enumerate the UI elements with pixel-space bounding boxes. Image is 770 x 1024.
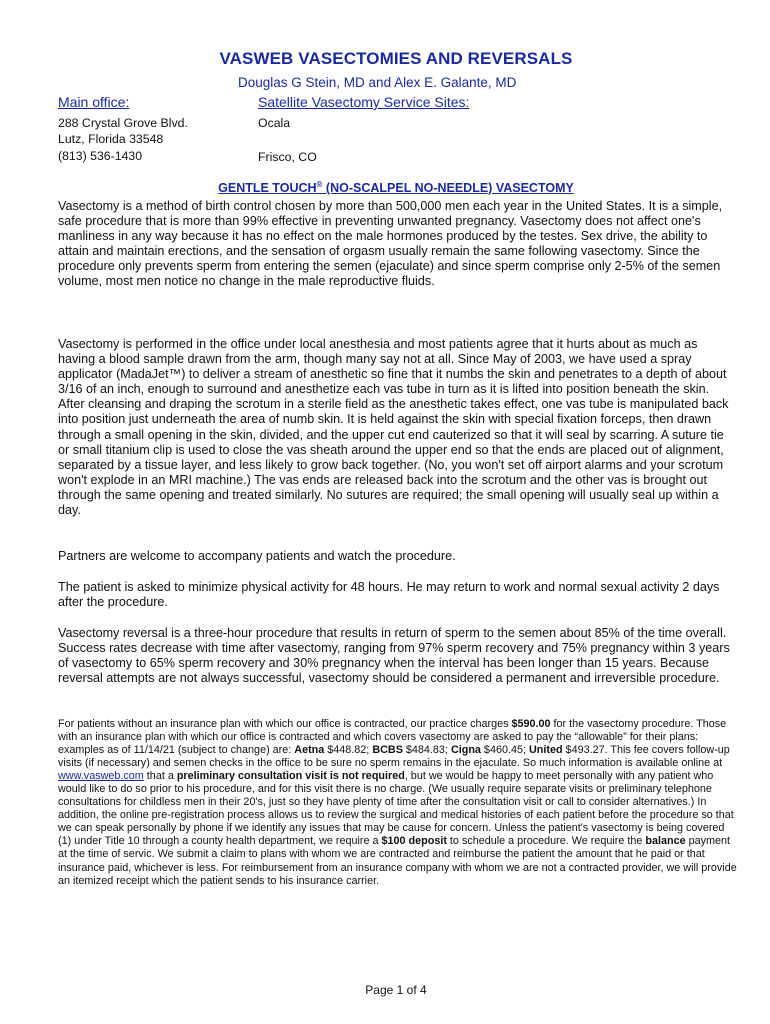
authors-line: Douglas G Stein, MD and Alex E. Galante, MD [238, 75, 517, 90]
main-office-heading: Main office: [58, 94, 130, 110]
satellite-site-ocala: Ocala [258, 116, 291, 130]
cigna-amount: $460.45; [480, 744, 529, 757]
paragraph-recovery: The patient is asked to minimize physical activity for 48 hours. He may return to work and normal sexual activity 2 days after the procedure. [58, 580, 720, 610]
page-title: VASWEB VASECTOMIES AND REVERSALS [219, 49, 573, 68]
vasweb-link[interactable]: www.vasweb.com [58, 770, 144, 783]
fees-text: for the vasectomy procedure. Those with an insurance plan with which our office is contracted and which covers vasectomy are asked to pay the “allowable” for their plans: examples as of 11/14/21 (subject to change) are: [58, 718, 727, 757]
paragraph-partners: Partners are welcome to accompany patients and watch the procedure. [58, 549, 456, 563]
paragraph-reversal: Vasectomy reversal is a three-hour procedure that results in return of sperm to the semen about 85% of the time overall. Success rates decrease with time after vasectomy, ranging from 97% sperm recovery and 75% pregnancy within 3 years of vasectomy to 65% sperm recovery and 30% pregnancy when the interval has been longer than 15 years. Because reversal attempts are not always successful, vasectomy should be considered a permanent and irreversible procedure. [58, 626, 730, 686]
aetna-amount: $448.82; [324, 744, 373, 757]
fees-text: , but we would be happy to meet personally with any patient who would like to do so prior to his procedure, and for this visit there is no charge. (We usually require separate visits or preliminary telephone consultations for childless men in their 20's, just so they have plenty of time after the consultation visit or call to consider alternatives.) In addition, the online pre-registration process allows us to review the surgical and medical histories of each patient before the procedure so that we can speak personally by phone if we identify any issues that may be cause for concern. Unless the patient's vasectomy is being covered (1) under Title 10 through a county health department, we require a [58, 770, 734, 848]
section-heading-text: GENTLE TOUCH [218, 181, 317, 196]
satellite-site-frisco: Frisco, CO [258, 150, 317, 164]
balance-label: balance [645, 835, 686, 848]
fee-amount: $590.00 [511, 718, 551, 730]
main-office-address-line2: Lutz, Florida 33548 [58, 132, 164, 146]
bcbs-amount: $484.83; [402, 744, 451, 757]
page-number: Page 1 of 4 [365, 983, 427, 997]
bcbs-label: BCBS [372, 744, 403, 757]
fees-text: . This fee covers follow-up visits (if necessary) and semen checks in the office to be sure no sperm remains in the ejaculate. So much information is available online at [58, 744, 730, 770]
fees-text: to schedule a procedure. We require the [446, 835, 646, 848]
fees-text: that a [143, 770, 177, 783]
main-office-phone: (813) 536-1430 [58, 149, 143, 163]
section-heading-subtitle: (NO-SCALPEL NO-NEEDLE) VASECTOMY [322, 181, 574, 196]
cigna-label: Cigna [450, 744, 481, 757]
consult-not-required: preliminary consultation visit is not required [176, 770, 405, 783]
paragraph-intro: Vasectomy is a method of birth control chosen by more than 500,000 men each year in the United States. It is a simple, safe procedure that is more than 99% effective in preventing unwanted pregnancy. Vasectomy does not affect one's manliness in any way because it has no effect on the male hormones produced by the testes. Sex drive, the ability to attain and maintain erections, and the sensation of orgasm usually remain the same following vasectomy. Since the procedure only prevents sperm from entering the semen (ejaculate) and since sperm comprise only 2-5% of the semen volume, most men notice no change in the male reproductive fluids. [58, 199, 723, 289]
section-heading [58, 180, 734, 195]
fees-text: For patients without an insurance plan with which our office is contracted, our practice charges [58, 718, 512, 730]
deposit-amount: $100 deposit [381, 835, 447, 848]
main-office-address-line1: 288 Crystal Grove Blvd. [58, 116, 188, 130]
registered-mark: ® [316, 180, 323, 189]
fees-text: payment at the time of servic. We submit a claim to plans with whom we are contracted and reimburse the patient the amount that he paid or that insurance paid, whichever is less. For reimbursement from an insurance company with whom we are not a contracted provider, we will provide an itemized receipt which the patient sends to his insurance carrier. [58, 835, 737, 887]
united-amount: $493.27 [562, 744, 605, 757]
satellite-sites-heading: Satellite Vasectomy Service Sites: [258, 94, 470, 110]
paragraph-procedure: Vasectomy is performed in the office under local anesthesia and most patients agree that it hurts about as much as having a blood sample drawn from the arm, though many say not at all. Since May of 2003, we have used a spray applicator (MadaJet™) to deliver a stream of anesthetic so fine that it numbs the skin and penetrates to a depth of about 3/16 of an inch, enough to surround and anesthetize each vas tube in turn as it is lifted into position beneath the skin. After cleansing and draping the scrotum in a sterile field as the anesthetic takes effect, one vas tube is manipulated back into position just underneath the area of numb skin. It is held against the skin with special fixation forceps, then drawn through a small opening in the skin, divided, and the upper cut end cauterized so that it will seal by scarring. A suture tie or small titanium clip is used to close the vas sheath around the upper end so that the ends are placed out of alignment, separated by a tissue layer, and less likely to grow back together. (No, you won't set off airport alarms and your scrotum won't explode in an MRI machine.) The vas ends are released back into the scrotum and the other vas is brought out through the same opening and treated similarly. No sutures are required; the small opening will usually seal up within a day. [58, 337, 729, 518]
united-label: United [528, 744, 563, 757]
fees-paragraph [58, 718, 738, 888]
aetna-label: Aetna [294, 744, 325, 757]
